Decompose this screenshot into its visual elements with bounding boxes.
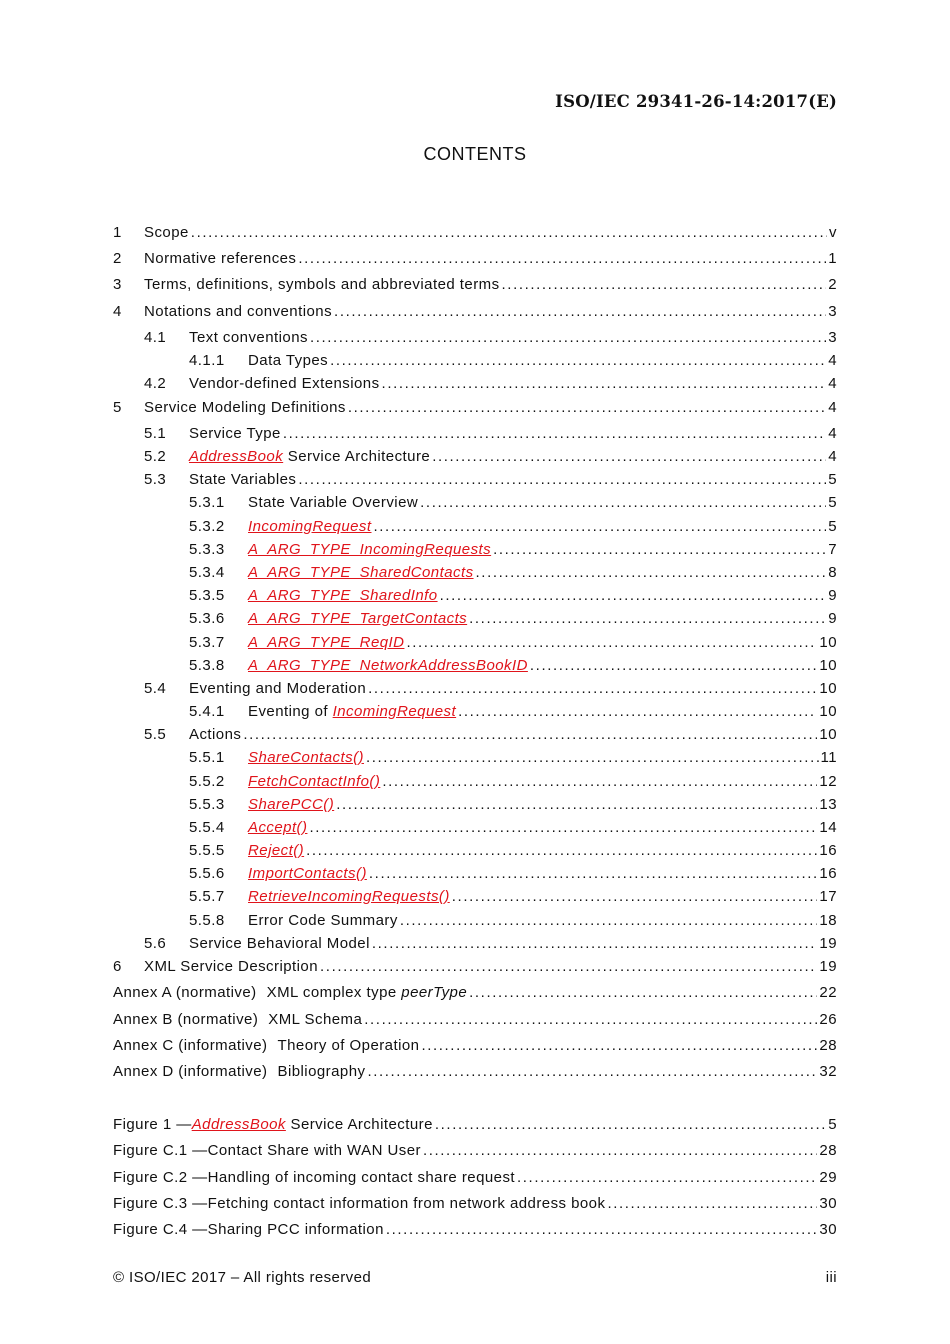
toc-entry[interactable]: 5 Service Modeling Definitions ..... 4: [113, 399, 837, 419]
page-number: iii: [825, 1269, 837, 1286]
toc-entry-annex[interactable]: Annex C (informative) Theory of Operation ..... 28: [113, 1037, 837, 1057]
copyright-notice: © ISO/IEC 2017 – All rights reserved: [113, 1269, 372, 1286]
hyperlink[interactable]: RetrieveIncomingRequests(): [248, 888, 450, 905]
toc-entry[interactable]: 4.1.1 Data Types ..... 4: [113, 352, 837, 372]
toc-entry[interactable]: 5.3.7 A_ARG_TYPE_ReqID ..... 10: [113, 634, 837, 654]
toc-entry[interactable]: 5.5.2 FetchContactInfo() ..... 12: [113, 773, 837, 793]
toc-entry[interactable]: 5.5.4 Accept() ..... 14: [113, 819, 837, 839]
toc-entry[interactable]: 5.3.5 A_ARG_TYPE_SharedInfo ..... 9: [113, 587, 837, 607]
toc-entry[interactable]: 5.1 Service Type ..... 4: [113, 425, 837, 445]
toc-entry[interactable]: 2 Normative references ..... 1: [113, 250, 837, 270]
toc-entry[interactable]: 5.3.1 State Variable Overview ..... 5: [113, 494, 837, 514]
page-footer: [113, 1269, 837, 1289]
toc-entry-annex[interactable]: Annex A (normative) XML complex type peerType ..... 22: [113, 984, 837, 1004]
toc-entry[interactable]: 3 Terms, definitions, symbols and abbreviated terms ..... 2: [113, 276, 837, 296]
toc-entry[interactable]: 5.6 Service Behavioral Model ..... 19: [113, 935, 837, 955]
hyperlink[interactable]: AddressBook: [191, 1116, 286, 1133]
figure-entry[interactable]: Figure C.3 — Fetching contact information from network address book ..... 30: [113, 1195, 837, 1215]
toc-entry[interactable]: 4.2 Vendor-defined Extensions ..... 4: [113, 375, 837, 395]
document-id: ISO/IEC 29341-26-14:2017(E): [555, 92, 837, 111]
figure-entry[interactable]: Figure C.2 — Handling of incoming contact share request ..... 29: [113, 1169, 837, 1189]
toc-entry[interactable]: 4 Notations and conventions ..... 3: [113, 303, 837, 323]
toc-entry[interactable]: 5.4 Eventing and Moderation ..... 10: [113, 680, 837, 700]
hyperlink[interactable]: A_ARG_TYPE_NetworkAddressBookID: [248, 657, 528, 674]
hyperlink[interactable]: A_ARG_TYPE_SharedInfo: [248, 587, 438, 604]
hyperlink[interactable]: A_ARG_TYPE_IncomingRequests: [248, 541, 492, 558]
toc-entry[interactable]: 5.3.4 A_ARG_TYPE_SharedContacts ..... 8: [113, 564, 837, 584]
hyperlink[interactable]: A_ARG_TYPE_TargetContacts: [248, 610, 468, 627]
toc-entry[interactable]: 5.5 Actions ..... 10: [113, 726, 837, 746]
hyperlink[interactable]: Accept(): [248, 819, 308, 836]
hyperlink[interactable]: Reject(): [248, 842, 305, 859]
toc-entry[interactable]: 5.3.6 A_ARG_TYPE_TargetContacts ..... 9: [113, 610, 837, 630]
toc-entry[interactable]: 5.5.5 Reject() ..... 16: [113, 842, 837, 862]
toc-entry[interactable]: 5.5.6 ImportContacts() ..... 16: [113, 865, 837, 885]
hyperlink[interactable]: ImportContacts(): [248, 865, 367, 882]
toc-entry[interactable]: 5.3.8 A_ARG_TYPE_NetworkAddressBookID ..... 10: [113, 657, 837, 677]
toc-entry[interactable]: 1 Scope ..... v: [113, 224, 837, 244]
hyperlink[interactable]: AddressBook: [189, 448, 284, 465]
figure-entry[interactable]: Figure C.1 — Contact Share with WAN User ..... 28: [113, 1142, 837, 1162]
figure-entry[interactable]: Figure 1 — AddressBook Service Architecture ..... 5: [113, 1116, 837, 1136]
toc-entry-annex[interactable]: Annex B (normative) XML Schema ..... 26: [113, 1011, 837, 1031]
hyperlink[interactable]: SharePCC(): [248, 796, 335, 813]
toc-entry[interactable]: 5.5.8 Error Code Summary ..... 18: [113, 912, 837, 932]
hyperlink[interactable]: A_ARG_TYPE_SharedContacts: [248, 564, 474, 581]
toc-entry[interactable]: 5.5.3 SharePCC() ..... 13: [113, 796, 837, 816]
toc-entry[interactable]: 5.4.1 Eventing of IncomingRequest ..... 10: [113, 703, 837, 723]
toc-entry[interactable]: 5.5.7 RetrieveIncomingRequests() ..... 17: [113, 888, 837, 908]
hyperlink[interactable]: IncomingRequest: [332, 703, 457, 720]
hyperlink[interactable]: IncomingRequest: [248, 518, 372, 535]
hyperlink[interactable]: A_ARG_TYPE_ReqID: [248, 634, 405, 651]
toc-entry-annex[interactable]: Annex D (informative) Bibliography ..... 32: [113, 1063, 837, 1083]
hyperlink[interactable]: FetchContactInfo(): [248, 773, 381, 790]
hyperlink[interactable]: ShareContacts(): [248, 749, 364, 766]
figure-entry[interactable]: Figure C.4 — Sharing PCC information ..... 30: [113, 1221, 837, 1241]
toc-entry[interactable]: 5.3.2 IncomingRequest ..... 5: [113, 518, 837, 538]
toc-entry[interactable]: 4.1 Text conventions ..... 3: [113, 329, 837, 349]
page-title: CONTENTS: [423, 144, 527, 164]
toc-entry[interactable]: 5.5.1 ShareContacts() ..... 11: [113, 749, 837, 769]
toc-entry[interactable]: 5.3.3 A_ARG_TYPE_IncomingRequests ..... 7: [113, 541, 837, 561]
toc-entry[interactable]: 5.2 AddressBook Service Architecture ..... 4: [113, 448, 837, 468]
toc-entry[interactable]: 6 XML Service Description ..... 19: [113, 958, 837, 978]
toc-entry[interactable]: 5.3 State Variables ..... 5: [113, 471, 837, 491]
